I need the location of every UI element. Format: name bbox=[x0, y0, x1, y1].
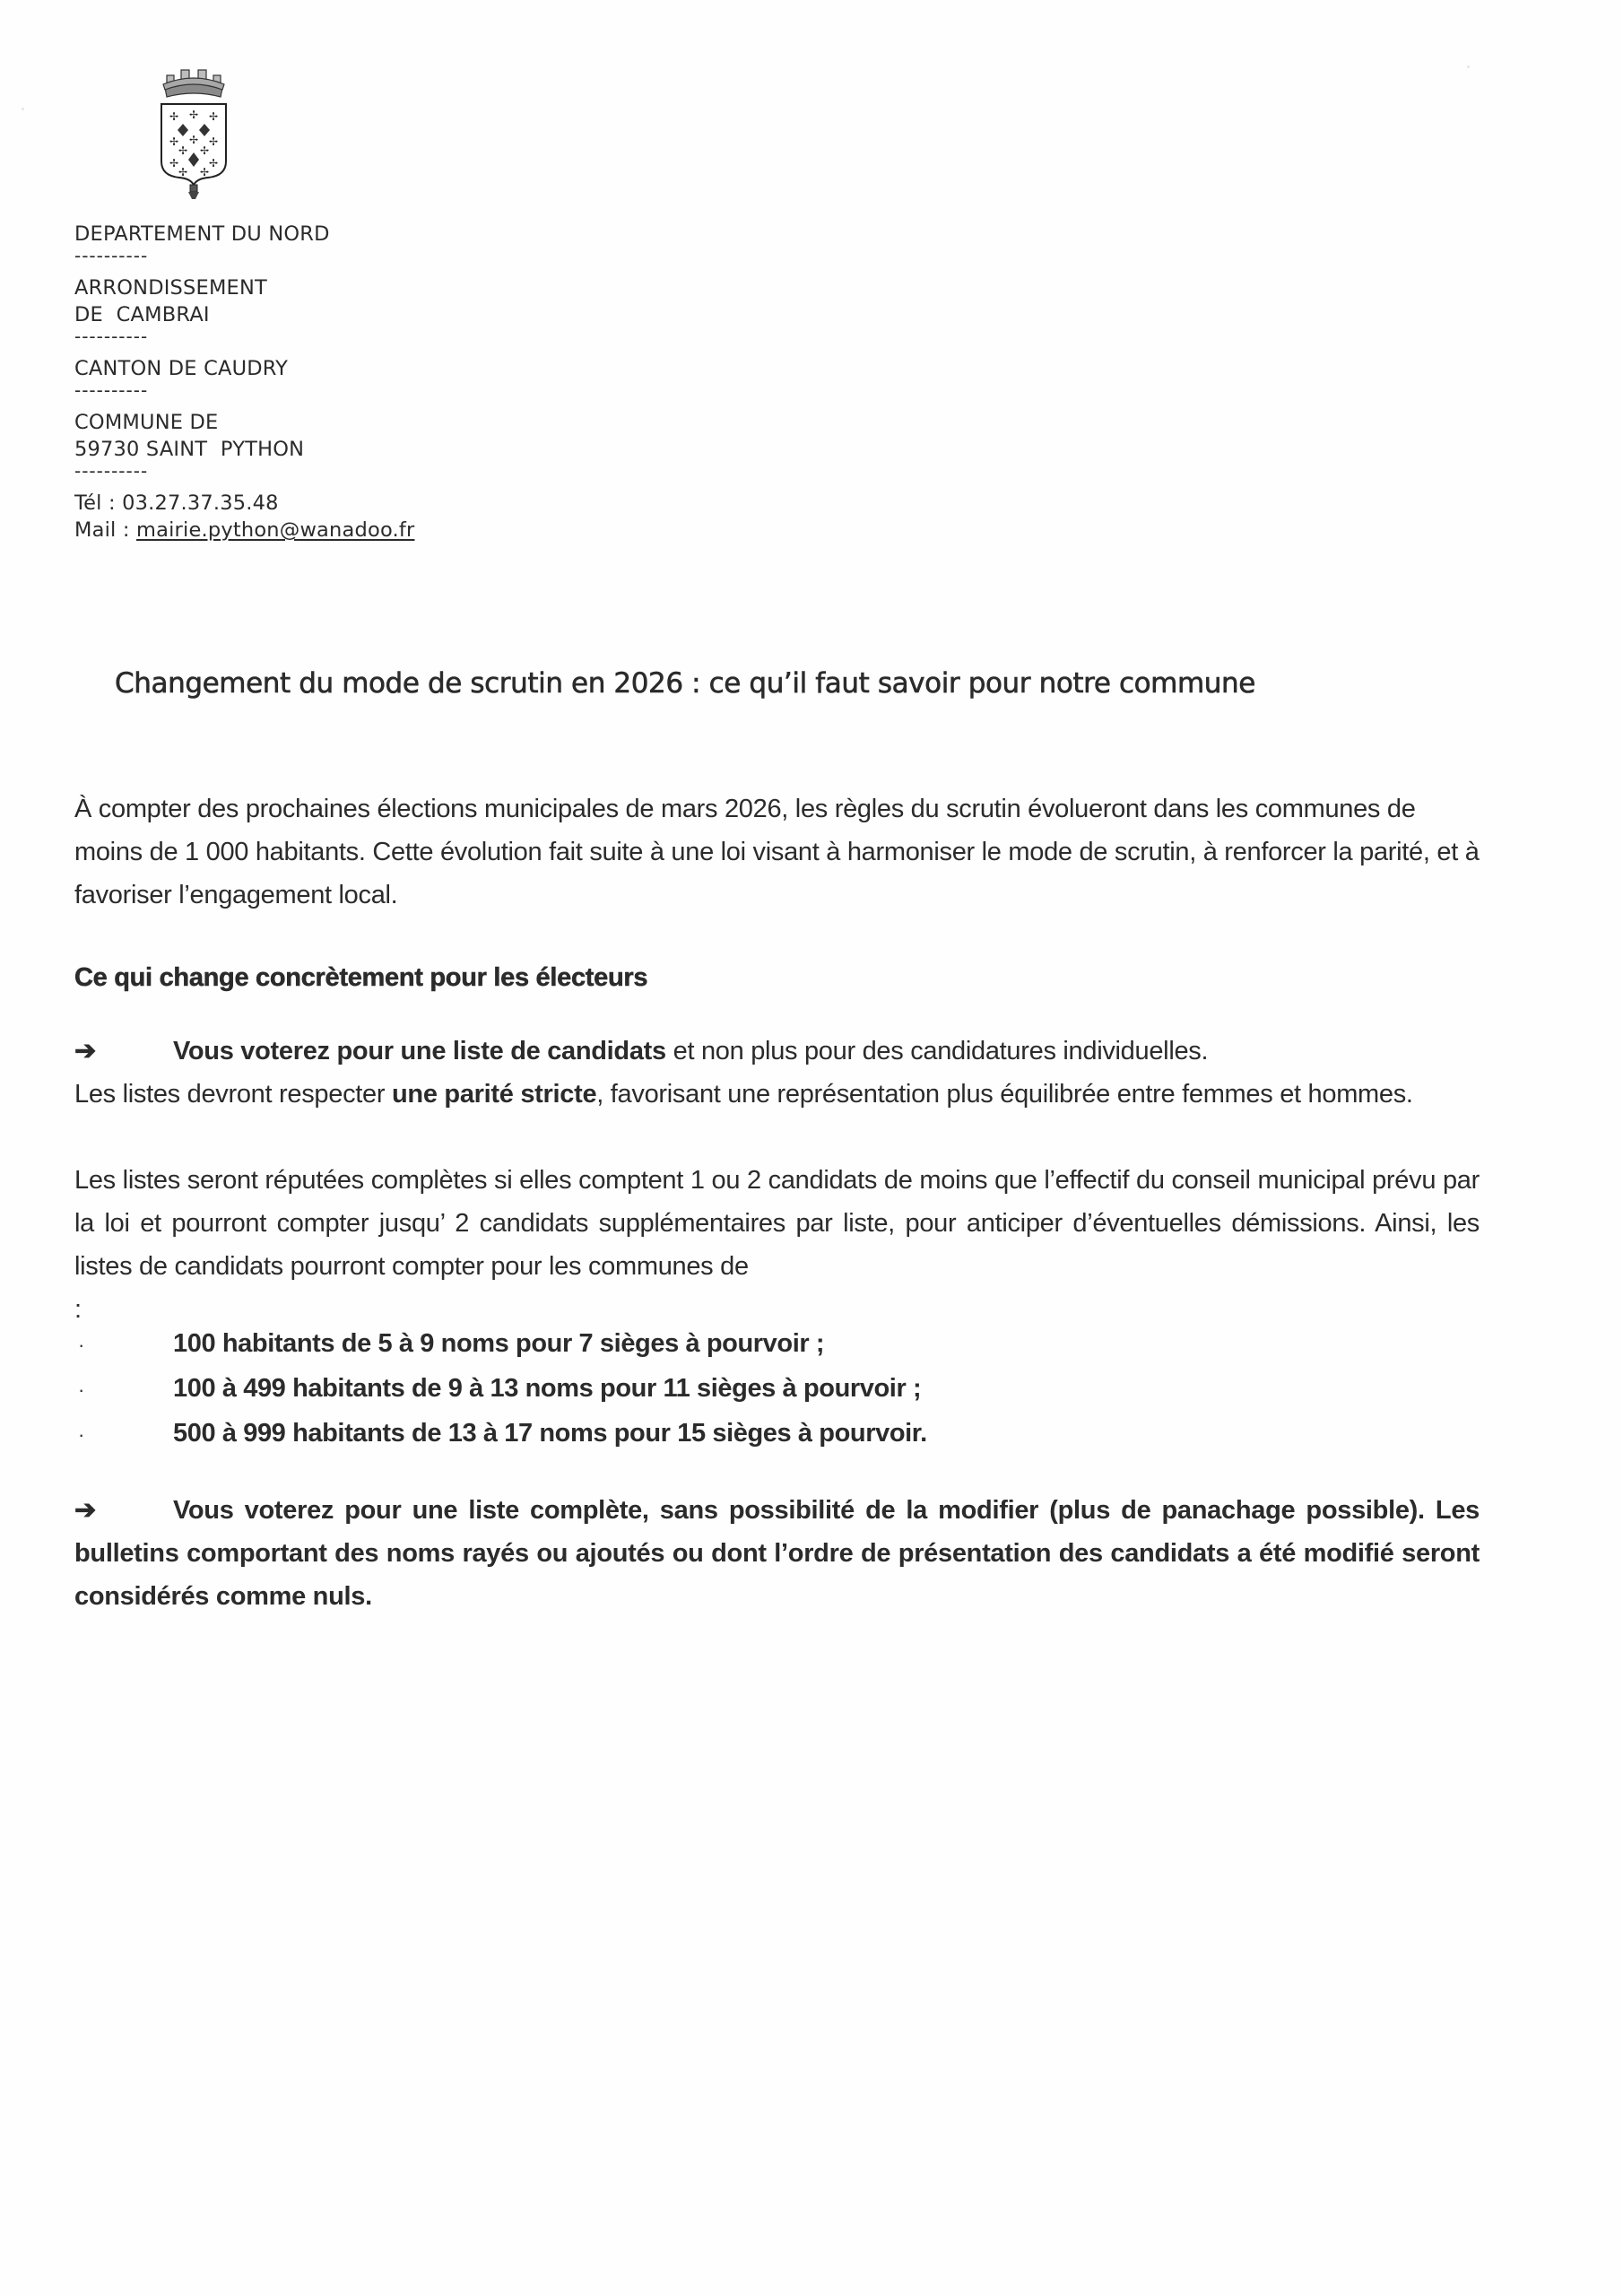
svg-text:✢: ✢ bbox=[199, 144, 210, 157]
seat-thresholds-list bbox=[74, 1322, 927, 1457]
svg-text:✢: ✢ bbox=[169, 110, 179, 123]
point-1-line bbox=[74, 1030, 1480, 1073]
bullet-icon: · bbox=[78, 1423, 84, 1446]
list-item bbox=[74, 1412, 927, 1457]
point-2-text: Vous voterez pour une liste complète, sans possibilité de la modifier (plus de panachage possible). Les bulletins comportant des noms rayés ou ajoutés ou dont l’ordre de présentation des candidats a été modifié seront considérés comme nuls. bbox=[74, 1496, 1480, 1611]
bullet-icon: · bbox=[78, 1378, 84, 1401]
list-item bbox=[74, 1322, 927, 1367]
list-item-text: 100 habitants de 5 à 9 noms pour 7 sièges à pourvoir ; bbox=[173, 1329, 825, 1358]
list-item-text: 100 à 499 habitants de 9 à 13 noms pour 11 sièges à pourvoir ; bbox=[173, 1374, 922, 1403]
list-completeness-paragraph bbox=[74, 1159, 1480, 1331]
para2-text: Les listes seront réputées complètes si elles comptent 1 ou 2 candidats de moins que l’effectif du conseil municipal prévu par la loi et pourront compter jusqu’ 2 candidats supplémentaires par liste, pour anticiper d’éventuelles démissions. Ainsi, les listes de candidats pourront compter pour les communes de bbox=[74, 1166, 1480, 1281]
svg-text:✢: ✢ bbox=[208, 110, 219, 123]
arrow-right-icon: ➔ bbox=[74, 1496, 96, 1525]
svg-text:✢: ✢ bbox=[169, 157, 179, 170]
arrondissement-label: ARRONDISSEMENT bbox=[74, 276, 267, 300]
scan-artifact bbox=[1467, 65, 1470, 68]
letterhead bbox=[74, 221, 414, 544]
arrow-right-icon: ➔ bbox=[74, 1037, 96, 1065]
svg-text:✢: ✢ bbox=[188, 109, 199, 121]
point-1-rest: et non plus pour des candidatures individuelles. bbox=[665, 1037, 1209, 1065]
svg-text:✢: ✢ bbox=[188, 134, 199, 146]
phone-number: 03.27.37.35.48 bbox=[122, 491, 279, 515]
parity-before: Les listes devront respecter bbox=[74, 1080, 392, 1109]
mail-line bbox=[74, 517, 414, 544]
departement-label: DEPARTEMENT DU NORD bbox=[74, 222, 330, 246]
point-1-bold-lead: Vous voterez pour une liste de candidats bbox=[173, 1037, 666, 1065]
commune-name: 59730 SAINT PYTHON bbox=[74, 438, 305, 461]
canton-label: CANTON DE CAUDRY bbox=[74, 357, 289, 380]
coat-of-arms-icon bbox=[149, 65, 239, 199]
point-complete-list bbox=[74, 1489, 1480, 1618]
mail-label: Mail : bbox=[74, 518, 136, 542]
list-item-text: 500 à 999 habitants de 13 à 17 noms pour 15 sièges à pourvoir. bbox=[173, 1419, 927, 1448]
svg-text:✢: ✢ bbox=[208, 135, 219, 148]
point-list-vote bbox=[74, 1030, 1480, 1116]
separator: ---------- bbox=[74, 326, 149, 347]
email-link[interactable]: mairie.python@wanadoo.fr bbox=[136, 518, 415, 542]
phone-label: Tél : bbox=[74, 491, 123, 515]
svg-text:✢: ✢ bbox=[178, 144, 188, 157]
scan-artifact bbox=[22, 108, 24, 110]
document-title: Changement du mode de scrutin en 2026 : ce qu’il faut savoir pour notre commune bbox=[115, 667, 1255, 700]
separator: ---------- bbox=[74, 379, 149, 401]
phone-line bbox=[74, 490, 414, 517]
svg-text:✢: ✢ bbox=[199, 166, 210, 178]
arrondissement-name: DE CAMBRAI bbox=[74, 303, 210, 326]
svg-text:✢: ✢ bbox=[208, 157, 219, 170]
bullet-icon: · bbox=[78, 1334, 84, 1356]
separator: ---------- bbox=[74, 460, 149, 482]
parity-after: , favorisant une représentation plus équilibrée entre femmes et hommes. bbox=[596, 1080, 1413, 1109]
separator: ---------- bbox=[74, 245, 149, 266]
svg-text:✢: ✢ bbox=[169, 135, 179, 148]
commune-label: COMMUNE DE bbox=[74, 411, 219, 434]
parity-line bbox=[74, 1073, 1480, 1116]
parity-bold: une parité stricte bbox=[391, 1080, 597, 1109]
section-subheading: Ce qui change concrètement pour les électeurs bbox=[74, 963, 648, 992]
intro-paragraph bbox=[74, 787, 1480, 917]
svg-text:✢: ✢ bbox=[178, 166, 188, 178]
list-item bbox=[74, 1367, 927, 1412]
point-2-text-block bbox=[74, 1489, 1480, 1618]
intro-text: À compter des prochaines élections municipales de mars 2026, les règles du scrutin évolueront dans les communes de moins de 1 000 habitants. Cette évolution fait suite à une loi visant à harmoniser le mode de scrutin, à renforcer la parité, et à favoriser l’engagement local. bbox=[74, 795, 1480, 909]
para2-colon: : bbox=[74, 1295, 82, 1324]
